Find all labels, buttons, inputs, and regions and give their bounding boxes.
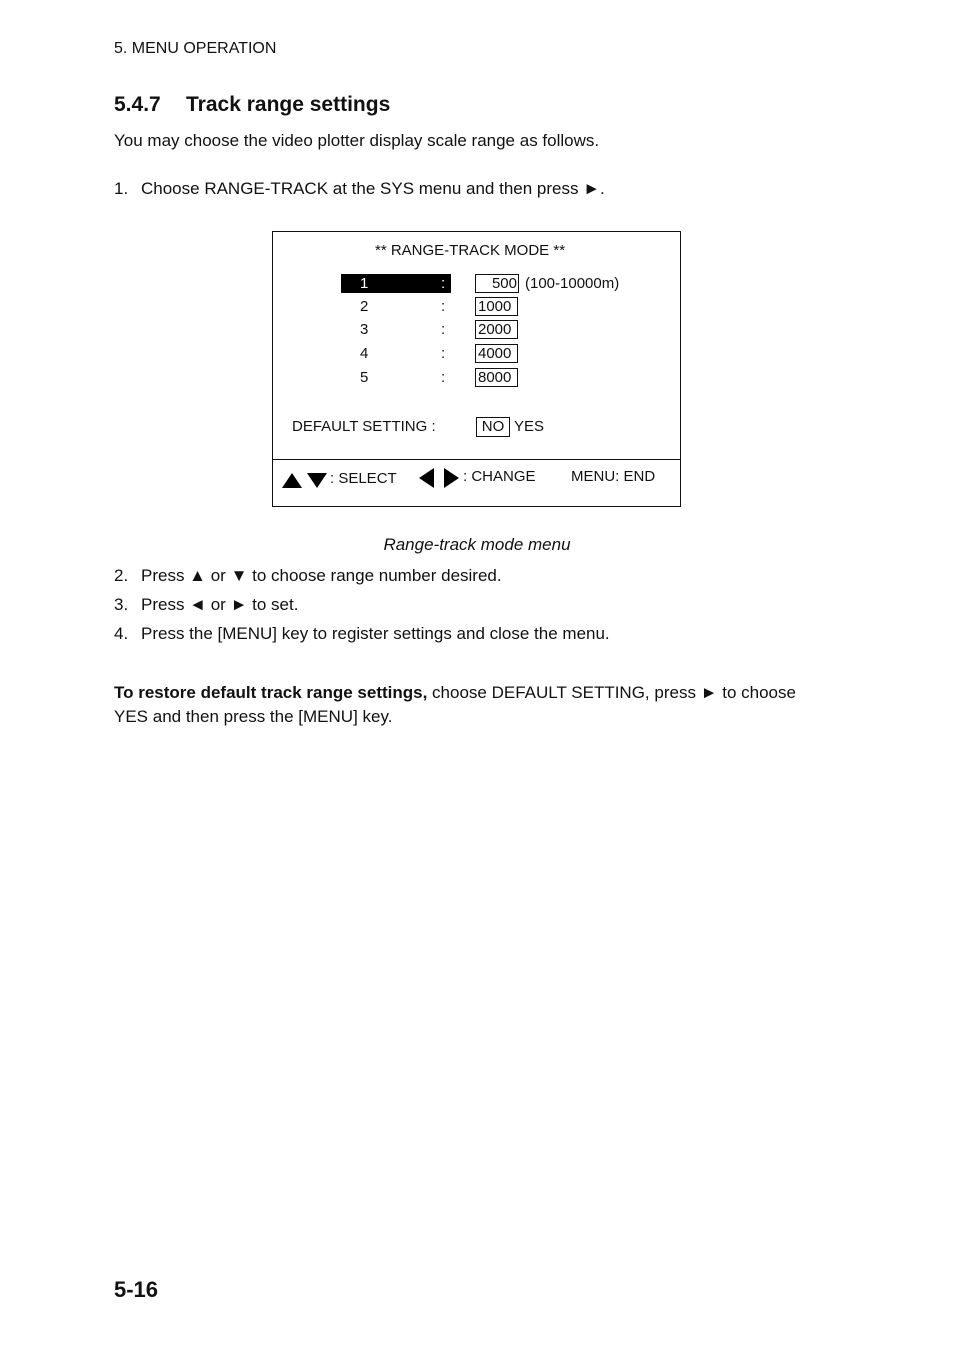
default-setting-label: DEFAULT SETTING : <box>292 418 436 435</box>
right-triangle-icon <box>444 468 459 488</box>
step-1 <box>114 179 605 199</box>
range-index-number: 4 <box>360 345 369 362</box>
colon: : <box>441 345 446 362</box>
colon: : <box>441 321 446 338</box>
range-index-number: 3 <box>360 321 369 338</box>
step-number: 2. <box>114 566 129 585</box>
range-value[interactable]: 1000 <box>475 297 518 316</box>
note-bold-lead: To restore default track range settings, <box>114 683 428 702</box>
menu-end-label: MENU: END <box>571 468 656 485</box>
step-3 <box>114 595 298 615</box>
range-value[interactable]: 4000 <box>475 344 518 363</box>
range-index <box>341 344 451 363</box>
page-number: 5-16 <box>114 1277 159 1302</box>
default-yes-option[interactable]: YES <box>514 418 545 435</box>
range-value[interactable]: 500 <box>475 274 519 293</box>
range-row-3[interactable] <box>341 320 681 340</box>
range-row-4[interactable] <box>341 344 681 364</box>
step-2 <box>114 566 502 586</box>
range-index-number: 5 <box>360 369 369 386</box>
note-text: choose DEFAULT SETTING, press ► to choose YES and then press the [MENU] key. <box>114 683 796 726</box>
range-row-2[interactable] <box>341 297 681 317</box>
range-value[interactable]: 2000 <box>475 320 518 339</box>
step-text: Press ◄ or ► to set. <box>141 595 299 614</box>
step-text: Press the [MENU] key to register settings and close the menu. <box>141 624 610 643</box>
colon: : <box>441 275 446 292</box>
step-number: 4. <box>114 624 129 643</box>
range-row-1[interactable] <box>341 274 681 294</box>
restore-default-note <box>114 681 814 729</box>
running-header: 5. MENU OPERATION <box>114 40 277 57</box>
down-triangle-icon <box>307 473 327 488</box>
section-number: 5.4.7 <box>114 93 161 116</box>
step-4 <box>114 624 610 644</box>
range-index <box>341 297 451 316</box>
up-triangle-icon <box>282 473 302 488</box>
step-number: 3. <box>114 595 129 614</box>
left-triangle-icon <box>419 468 434 488</box>
default-no-option[interactable]: NO <box>476 417 510 437</box>
range-row-5[interactable] <box>341 368 681 388</box>
section-title <box>114 93 390 117</box>
range-track-menu <box>272 231 681 507</box>
step-number: 1. <box>114 179 129 198</box>
change-label: : CHANGE <box>463 468 536 485</box>
step-text: Choose RANGE-TRACK at the SYS menu and then press ►. <box>141 179 605 198</box>
range-index <box>341 320 451 339</box>
select-label: : SELECT <box>330 470 397 487</box>
range-index <box>341 368 451 387</box>
figure-caption: Range-track mode menu <box>383 535 571 554</box>
range-index-number: 2 <box>360 298 369 315</box>
section-title-text: Track range settings <box>186 93 391 116</box>
colon: : <box>441 298 446 315</box>
range-index <box>341 274 451 293</box>
colon: : <box>441 369 446 386</box>
range-hint: (100-10000m) <box>525 275 620 292</box>
menu-title: ** RANGE-TRACK MODE ** <box>375 242 566 259</box>
step-text: Press ▲ or ▼ to choose range number desired. <box>141 566 502 585</box>
menu-divider <box>273 459 680 460</box>
intro-paragraph: You may choose the video plotter display scale range as follows. <box>114 131 600 150</box>
range-index-number: 1 <box>360 275 369 292</box>
range-value[interactable]: 8000 <box>475 368 518 387</box>
